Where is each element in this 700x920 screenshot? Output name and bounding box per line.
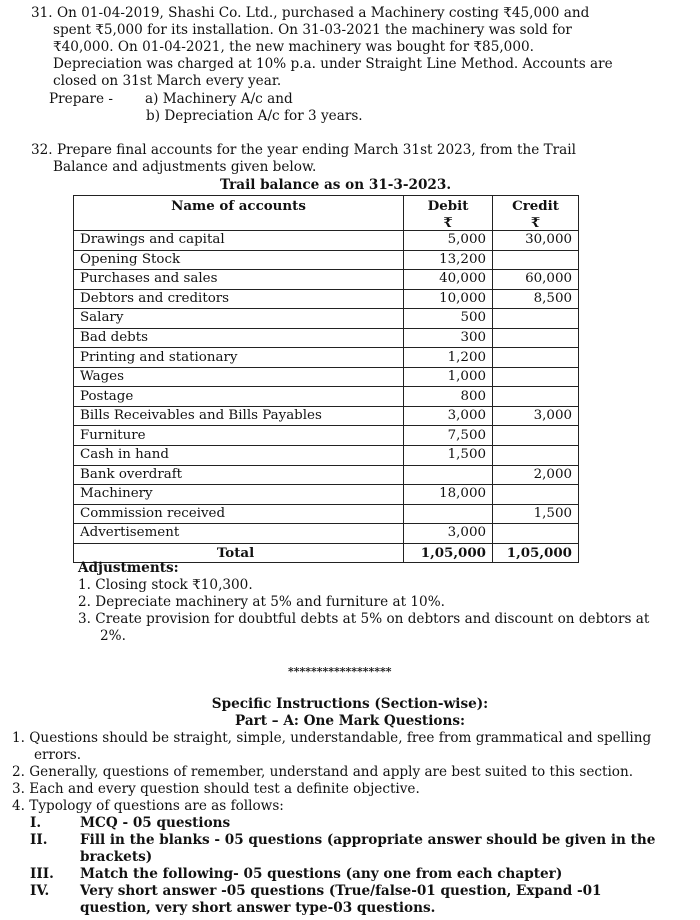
- account-name: Debtors and creditors: [74, 289, 404, 309]
- table-row: [74, 328, 579, 348]
- credit-amount: [493, 426, 579, 446]
- table-row: [74, 387, 579, 407]
- adjustment-item: 3. Create provision for doubtful debts at 5% on debtors and discount on debtors at 2%.: [78, 611, 650, 644]
- q31-prepare: [49, 91, 363, 124]
- table-row: [74, 309, 579, 329]
- account-name: Printing and stationary: [74, 348, 404, 368]
- credit-amount: 1,500: [493, 504, 579, 524]
- header-name: Name of accounts: [74, 196, 404, 216]
- table-row: [74, 504, 579, 524]
- typology-text: Very short answer -05 questions (True/false-01 question, Expand -01 question, very short answer type-03 questions.: [80, 883, 602, 916]
- instruction-item: 4. Typology of questions are as follows:: [12, 798, 284, 814]
- typology-num: II.: [30, 832, 48, 848]
- typology-item: [0, 815, 660, 832]
- account-name: Advertisement: [74, 524, 404, 544]
- table-row: [74, 250, 579, 270]
- credit-amount: 3,000: [493, 406, 579, 426]
- typology-item: [0, 832, 660, 866]
- q31-line: 31. On 01-04-2019, Shashi Co. Ltd., purchased a Machinery costing ₹45,000 and: [31, 5, 590, 21]
- instruction-item: 2. Generally, questions of remember, understand and apply are best suited to this section.: [12, 764, 634, 780]
- prepare-label: Prepare -: [49, 91, 113, 107]
- debit-amount: 3,000: [404, 406, 493, 426]
- prepare-item-b: b) Depreciation A/c for 3 years.: [146, 108, 363, 124]
- credit-amount: [493, 485, 579, 505]
- typology-num: I.: [30, 815, 42, 831]
- currency-symbol: ₹: [493, 215, 579, 231]
- table-row: [74, 426, 579, 446]
- debit-amount: 1,500: [404, 446, 493, 466]
- table-header-row: [74, 196, 579, 216]
- trial-balance-title: Trail balance as on 31-3-2023.: [220, 177, 452, 193]
- credit-amount: 30,000: [493, 231, 579, 251]
- q32-line: Balance and adjustments given below.: [53, 159, 317, 175]
- question-31: [31, 5, 681, 90]
- credit-amount: [493, 524, 579, 544]
- credit-amount: [493, 328, 579, 348]
- account-name: Furniture: [74, 426, 404, 446]
- credit-amount: [493, 387, 579, 407]
- debit-amount: 300: [404, 328, 493, 348]
- table-row: [74, 231, 579, 251]
- account-name: Purchases and sales: [74, 270, 404, 290]
- credit-amount: 60,000: [493, 270, 579, 290]
- credit-amount: [493, 250, 579, 270]
- adjustments-title: Adjustments:: [78, 560, 179, 576]
- account-name: Cash in hand: [74, 446, 404, 466]
- typology-text: Match the following- 05 questions (any one from each chapter): [80, 866, 563, 882]
- debit-amount: 1,000: [404, 367, 493, 387]
- credit-amount: 8,500: [493, 289, 579, 309]
- header-blank: [74, 215, 404, 231]
- credit-amount: [493, 367, 579, 387]
- typology-text: Fill in the blanks - 05 questions (appropriate answer should be given in the brackets): [80, 832, 656, 865]
- question-32: [31, 142, 681, 176]
- table-row: [74, 289, 579, 309]
- table-row: [74, 524, 579, 544]
- table-row: [74, 465, 579, 485]
- q31-line: ₹40,000. On 01-04-2021, the new machinery was bought for ₹85,000.: [53, 39, 534, 55]
- table-row: [74, 446, 579, 466]
- account-name: Salary: [74, 309, 404, 329]
- table-row: [74, 406, 579, 426]
- debit-amount: 3,000: [404, 524, 493, 544]
- total-label: Total: [74, 543, 404, 563]
- account-name: Wages: [74, 367, 404, 387]
- table-row: [74, 348, 579, 368]
- debit-amount: 500: [404, 309, 493, 329]
- debit-amount: 5,000: [404, 231, 493, 251]
- instructions-part: Part – A: One Mark Questions:: [234, 713, 466, 729]
- account-name: Opening Stock: [74, 250, 404, 270]
- typology-item: [0, 866, 660, 883]
- debit-amount: 40,000: [404, 270, 493, 290]
- debit-amount: 13,200: [404, 250, 493, 270]
- debit-amount: 1,200: [404, 348, 493, 368]
- adjustment-item: 1. Closing stock ₹10,300.: [78, 577, 253, 593]
- credit-amount: [493, 348, 579, 368]
- adjustment-item: 2. Depreciate machinery at 5% and furniture at 10%.: [78, 594, 445, 610]
- typology-num: IV.: [30, 883, 50, 899]
- account-name: Bank overdraft: [74, 465, 404, 485]
- typology-item: [0, 883, 660, 917]
- specific-instructions: [0, 696, 700, 917]
- table-body: [74, 231, 579, 544]
- separator-stars: ******************: [288, 665, 392, 678]
- instruction-item: 1. Questions should be straight, simple, understandable, free from grammatical and spelling errors.: [12, 730, 652, 763]
- debit-amount: 18,000: [404, 485, 493, 505]
- q31-line: closed on 31st March every year.: [53, 73, 282, 89]
- credit-amount: 2,000: [493, 465, 579, 485]
- table-row: [74, 270, 579, 290]
- table-row: [74, 485, 579, 505]
- account-name: Machinery: [74, 485, 404, 505]
- total-credit: 1,05,000: [493, 543, 579, 563]
- q32-line: 32. Prepare final accounts for the year ending March 31st 2023, from the Trail: [31, 142, 576, 158]
- debit-amount: [404, 465, 493, 485]
- instruction-item: 3. Each and every question should test a definite objective.: [12, 781, 420, 797]
- adjustments: [78, 560, 660, 645]
- q31-line: Depreciation was charged at 10% p.a. under Straight Line Method. Accounts are: [53, 56, 613, 72]
- credit-amount: [493, 446, 579, 466]
- total-debit: 1,05,000: [404, 543, 493, 563]
- currency-symbol: ₹: [404, 215, 493, 231]
- debit-amount: 10,000: [404, 289, 493, 309]
- debit-amount: 7,500: [404, 426, 493, 446]
- table-row: [74, 367, 579, 387]
- typology-num: III.: [30, 866, 54, 882]
- account-name: Bills Receivables and Bills Payables: [74, 406, 404, 426]
- trial-balance-table: [73, 195, 579, 563]
- account-name: Commission received: [74, 504, 404, 524]
- q31-line: spent ₹5,000 for its installation. On 31-03-2021 the machinery was sold for: [53, 22, 572, 38]
- table-currency-row: [74, 215, 579, 231]
- header-credit: Credit: [493, 196, 579, 216]
- header-debit: Debit: [404, 196, 493, 216]
- debit-amount: [404, 504, 493, 524]
- account-name: Postage: [74, 387, 404, 407]
- prepare-item-a: a) Machinery A/c and: [145, 91, 293, 107]
- debit-amount: 800: [404, 387, 493, 407]
- credit-amount: [493, 309, 579, 329]
- account-name: Drawings and capital: [74, 231, 404, 251]
- account-name: Bad debts: [74, 328, 404, 348]
- typology-text: MCQ - 05 questions: [80, 815, 231, 831]
- instructions-title: Specific Instructions (Section-wise):: [211, 696, 489, 712]
